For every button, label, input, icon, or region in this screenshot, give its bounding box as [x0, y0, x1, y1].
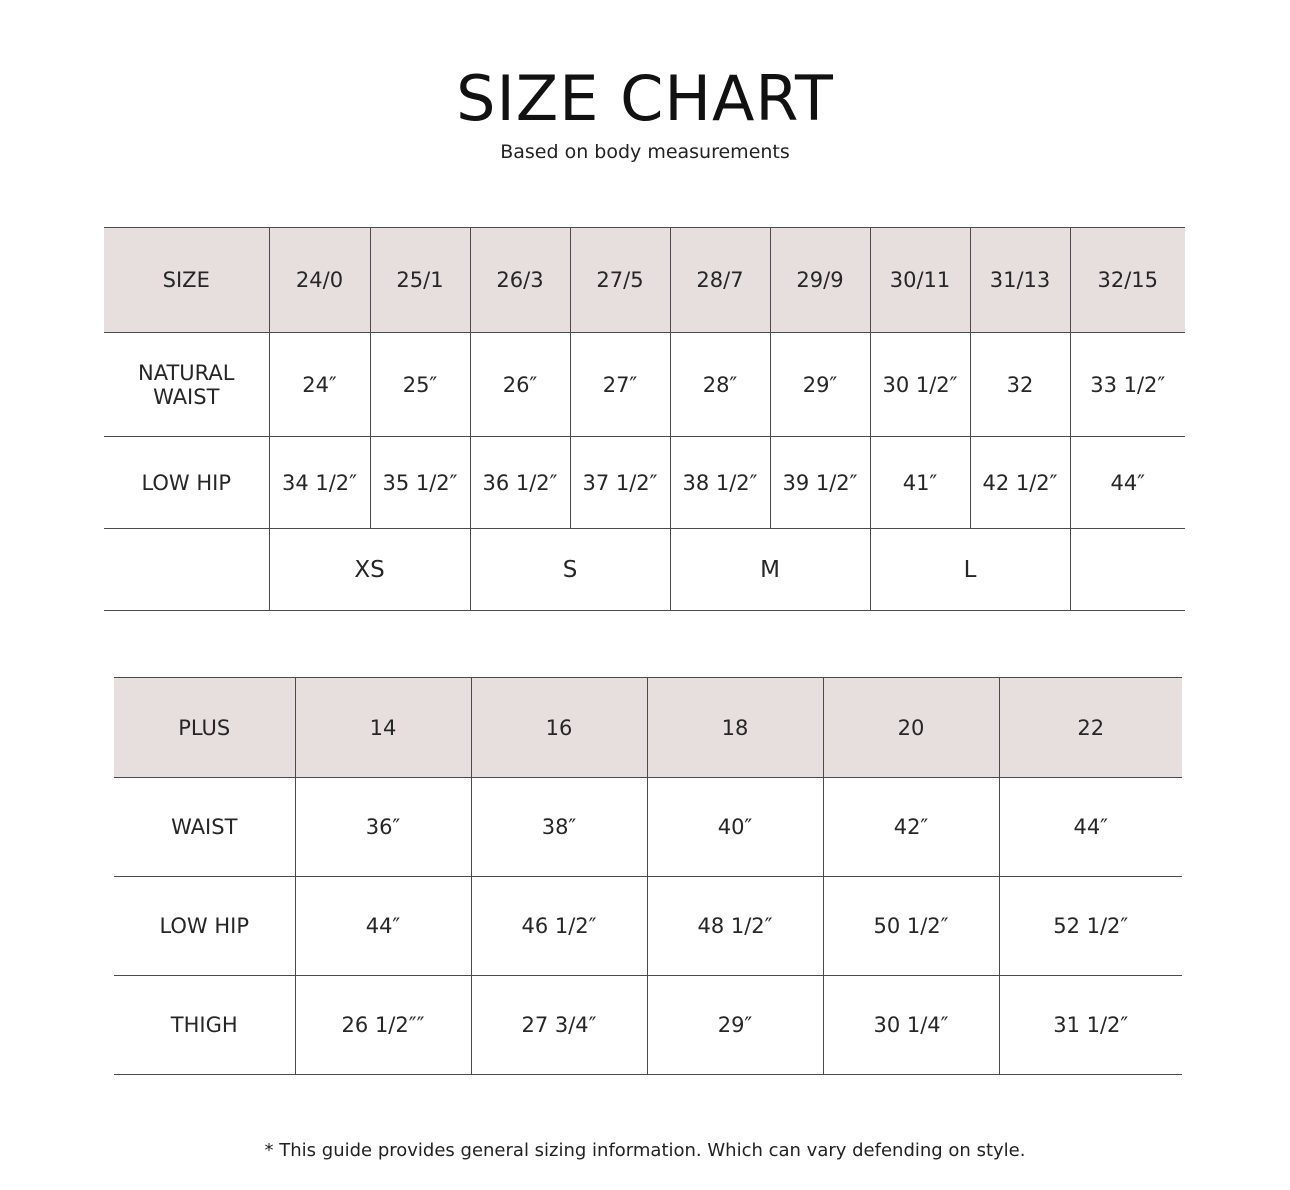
natural-waist-label [104, 333, 269, 437]
letter-size-row [104, 529, 1185, 611]
low-hip-label: LOW HIP [104, 437, 269, 529]
low-hip-cell: 36 1/2″ [470, 437, 570, 529]
plus-header-label: PLUS [114, 678, 295, 778]
size-header-cell: 32/15 [1070, 228, 1185, 333]
low-hip-cell: 38 1/2″ [670, 437, 770, 529]
plus-waist-row [114, 778, 1182, 877]
size-header-cell: 30/11 [870, 228, 970, 333]
plus-cell: 42″ [823, 778, 999, 877]
footnote: * This guide provides general sizing information. Which can vary defending on style. [264, 1140, 1026, 1161]
plus-cell: 48 1/2″ [647, 877, 823, 976]
plus-header-cell: 16 [471, 678, 647, 778]
plus-cell: 46 1/2″ [471, 877, 647, 976]
low-hip-cell: 35 1/2″ [370, 437, 470, 529]
plus-row-label: THIGH [114, 976, 295, 1075]
regular-size-table [104, 227, 1185, 611]
plus-cell: 44″ [295, 877, 471, 976]
plus-cell: 52 1/2″ [999, 877, 1182, 976]
natural-waist-cell: 28″ [670, 333, 770, 437]
plus-cell: 29″ [647, 976, 823, 1075]
plus-thigh-row [114, 976, 1182, 1075]
plus-header-cell: 20 [823, 678, 999, 778]
low-hip-cell: 42 1/2″ [970, 437, 1070, 529]
natural-waist-label-line1: NATURAL [138, 360, 235, 385]
page-title: SIZE CHART [456, 62, 834, 135]
letter-size-cell: S [470, 529, 670, 611]
size-header-cell: 28/7 [670, 228, 770, 333]
natural-waist-cell: 32 [970, 333, 1070, 437]
plus-cell: 31 1/2″ [999, 976, 1182, 1075]
plus-cell: 27 3/4″ [471, 976, 647, 1075]
plus-cell: 26 1/2″″ [295, 976, 471, 1075]
low-hip-cell: 34 1/2″ [269, 437, 370, 529]
size-header-label: SIZE [104, 228, 269, 333]
low-hip-row [104, 437, 1185, 529]
low-hip-cell: 41″ [870, 437, 970, 529]
plus-header-cell: 14 [295, 678, 471, 778]
natural-waist-cell: 25″ [370, 333, 470, 437]
size-header-cell: 26/3 [470, 228, 570, 333]
size-header-cell: 29/9 [770, 228, 870, 333]
plus-cell: 36″ [295, 778, 471, 877]
letter-size-empty-label [104, 529, 269, 611]
letter-size-cell: M [670, 529, 870, 611]
natural-waist-cell: 27″ [570, 333, 670, 437]
natural-waist-cell: 29″ [770, 333, 870, 437]
page-subtitle: Based on body measurements [500, 141, 790, 163]
plus-cell: 50 1/2″ [823, 877, 999, 976]
low-hip-cell: 44″ [1070, 437, 1185, 529]
natural-waist-cell: 24″ [269, 333, 370, 437]
size-header-cell: 24/0 [269, 228, 370, 333]
size-header-cell: 27/5 [570, 228, 670, 333]
plus-header-cell: 22 [999, 678, 1182, 778]
plus-row-label: LOW HIP [114, 877, 295, 976]
letter-size-cell: XS [269, 529, 470, 611]
plus-cell: 44″ [999, 778, 1182, 877]
plus-header-row [114, 678, 1182, 778]
plus-cell: 38″ [471, 778, 647, 877]
plus-row-label: WAIST [114, 778, 295, 877]
plus-header-cell: 18 [647, 678, 823, 778]
letter-size-cell: L [870, 529, 1070, 611]
natural-waist-row [104, 333, 1185, 437]
size-header-row [104, 228, 1185, 333]
plus-size-table [114, 677, 1182, 1075]
natural-waist-cell: 30 1/2″ [870, 333, 970, 437]
plus-cell: 30 1/4″ [823, 976, 999, 1075]
low-hip-cell: 37 1/2″ [570, 437, 670, 529]
plus-low-hip-row [114, 877, 1182, 976]
size-header-cell: 25/1 [370, 228, 470, 333]
low-hip-cell: 39 1/2″ [770, 437, 870, 529]
plus-cell: 40″ [647, 778, 823, 877]
natural-waist-cell: 26″ [470, 333, 570, 437]
natural-waist-cell: 33 1/2″ [1070, 333, 1185, 437]
letter-size-empty-cell [1070, 529, 1185, 611]
natural-waist-label-line2: WAIST [153, 384, 220, 409]
size-header-cell: 31/13 [970, 228, 1070, 333]
